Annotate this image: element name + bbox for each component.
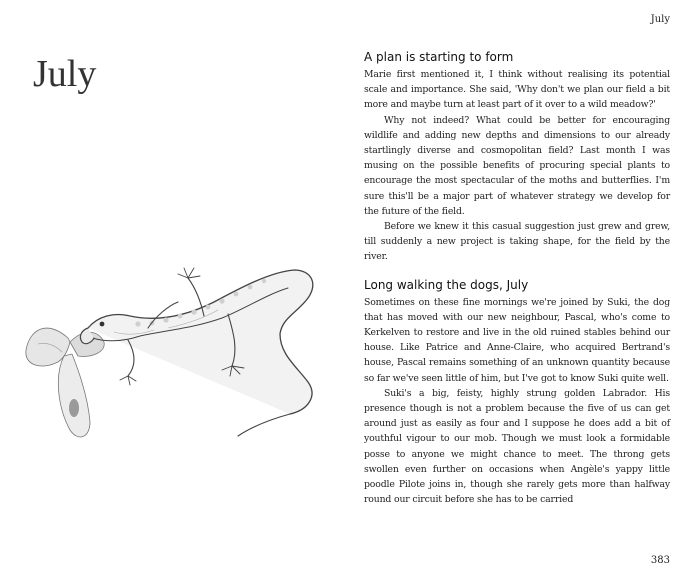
text-column [364,48,670,507]
page-number: 383 [650,555,670,566]
lizard-butterfly-illustration [18,258,336,448]
paragraph: Why not indeed? What could be better for encouraging wildlife and adding new depths and dimensions to our already startlingly diverse and cosmopolitan field? Last month I was musing on the possible benefits of procuring special plants to encourage the most spectacular of the moths and butterflies. I'm sure this'll be a major part of whatever strategy we develop for the future of the field. [364,114,670,217]
paragraph: Suki's a big, feisty, highly strung golden Labrador. His presence though is not a problem because the five of us can get around just as easily as four and I suppose he does add a bit of youthful vigour to our mob. Though we must look a formidable posse to anyone we might chance to meet. The throng gets swollen even further on occasions when Angèle's yappy little poodle Pilote joins in, though she rarely gets more than halfway round our circuit before she has to be carried [364,387,670,506]
running-head: July [650,14,670,25]
chapter-title: July [33,53,97,95]
section-heading: A plan is starting to form [364,50,514,64]
paragraph: Sometimes on these fine mornings we're joined by Suki, the dog that has moved with our new neighbour, Pascal, who's come to Kerkelven to restore and live in the old ruined stables behind our house. Like Patrice and Anne-Claire, who acquired Bertrand's house, Pascal remains something of an unknown quantity because so far we've seen little of him, but I've got to know Suki quite well. [364,296,670,384]
section-heading: Long walking the dogs, July [364,277,529,292]
paragraph: Marie first mentioned it, I think without realising its potential scale and importance. She said, 'Why don't we plan our field a bit more and maybe turn at least part of it over to a wild meadow?' [364,69,670,111]
paragraph: Before we knew it this casual suggestion just grew and grew, till suddenly a new project is taking shape, for the field by the river. [364,221,670,263]
